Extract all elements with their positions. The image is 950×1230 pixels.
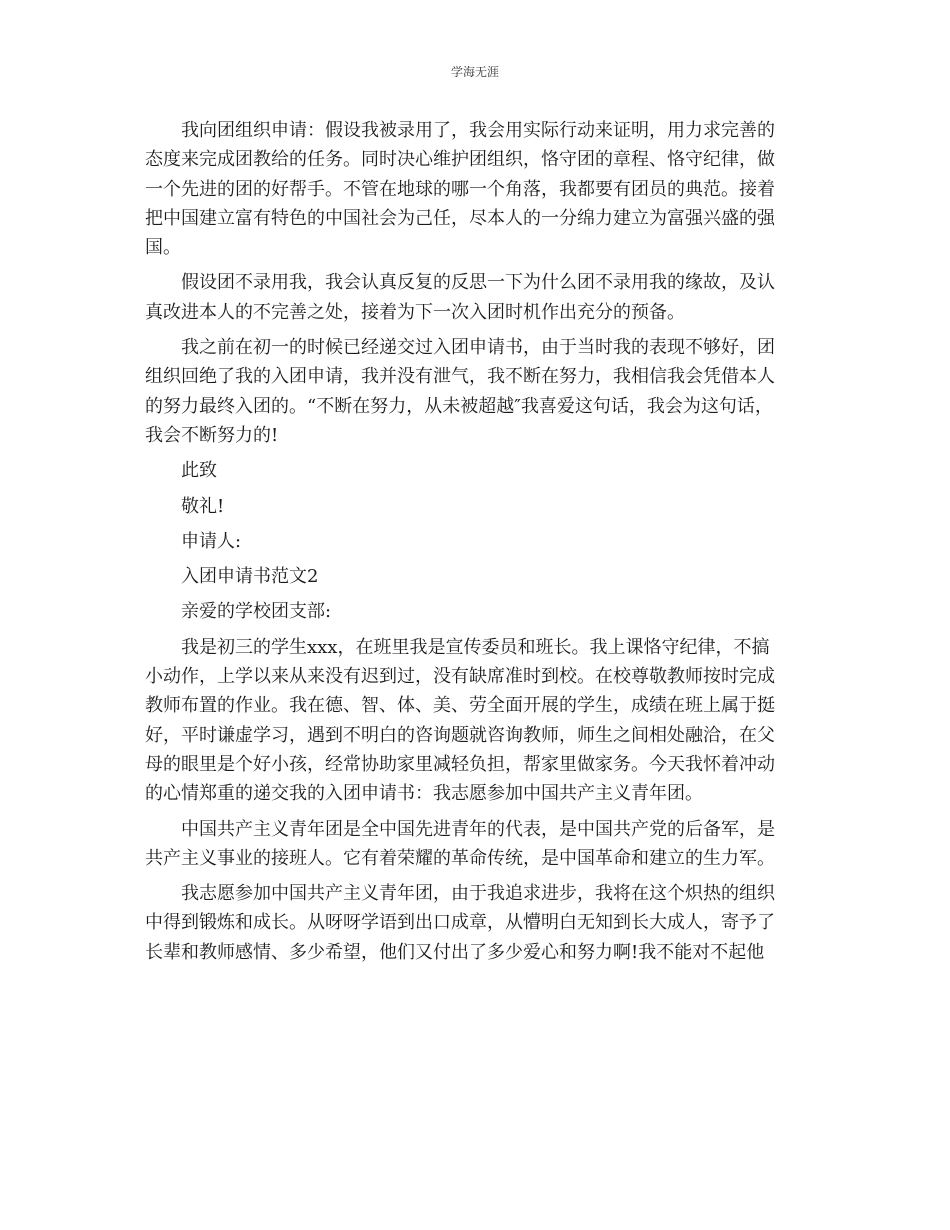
- closing-regards: 敬礼!: [181, 495, 225, 517]
- page-header: 学海无涯: [450, 65, 499, 79]
- paragraph-motivation: 我志愿参加中国共产主义青年团，由于我追求进步，我将在这个炽热的组织 中得到锻炼和成长。从呀呀学语到出口成章，从懵明白无知到长大成人，寄予了 长辈和教师感情、多少希望，他们又付出了多少爱心和努力啊!我不能对不起他: [145, 883, 775, 963]
- applicant-signature-line: 申请人:: [181, 530, 242, 552]
- paragraph-league-description: 中国共产主义青年团是全中国先进青年的代表，是中国共产党的后备军，是 共产主义事业的接班人。它有着荣耀的革命传统，是中国革命和建立的生力军。: [145, 818, 775, 869]
- paragraph-application-commitment: 我向团组织申请：假设我被录用了，我会用实际行动来证明，用力求完善的 态度来完成团教给的任务。同时决心维护团组织，恪守团的章程、恪守纪律，做 一个先进的团的好帮手。不管在地球的哪一个角落，我都要有团员的典范。接着 把中国建立富有特色的中国社会为己任，尽本人的一分绵力建立为富强兴盛的强 国。: [145, 120, 775, 259]
- greeting: 亲爱的学校团支部:: [181, 601, 332, 623]
- document-body: [145, 116, 805, 973]
- sample-title: 入团申请书范文2: [181, 566, 319, 588]
- closing-salutation: 此致: [181, 460, 217, 482]
- paragraph-previous-application: 我之前在初一的时候已经递交过入团申请书，由于当时我的表现不够好，团 组织回绝了我的入团申请，我并没有泄气，我不断在努力，我相信我会凭借本人 的努力最终入团的。“不断在努力，从未被超越″我喜爱这句话，我会为这句话， 我会不断努力的!: [145, 337, 775, 446]
- paragraph-self-introduction: 我是初三的学生xxx，在班里我是宣传委员和班长。我上课恪守纪律，不搞 小动作，上学以来从来没有迟到过，没有缺席准时到校。在校尊敬教师按时完成 教师布置的作业。我在德、智、体、美、劳全面开展的学生，成绩在班上属于挺 好，平时谦虚学习，遇到不明白的咨询题就咨询教师，师生之间相处融洽，在父 母的眼里是个好小孩，经常协助家里减轻负担，帮家里做家务。今天我怀着冲动 的心情郑重的递交我的入团申请书：我志愿参加中国共产主义青年团。: [145, 636, 775, 805]
- paragraph-if-rejected: 假设团不录用我，我会认真反复的反思一下为什么团不录用我的缘故，及认 真改进本人的不完善之处，接着为下一次入团时机作出充分的预备。: [145, 272, 775, 323]
